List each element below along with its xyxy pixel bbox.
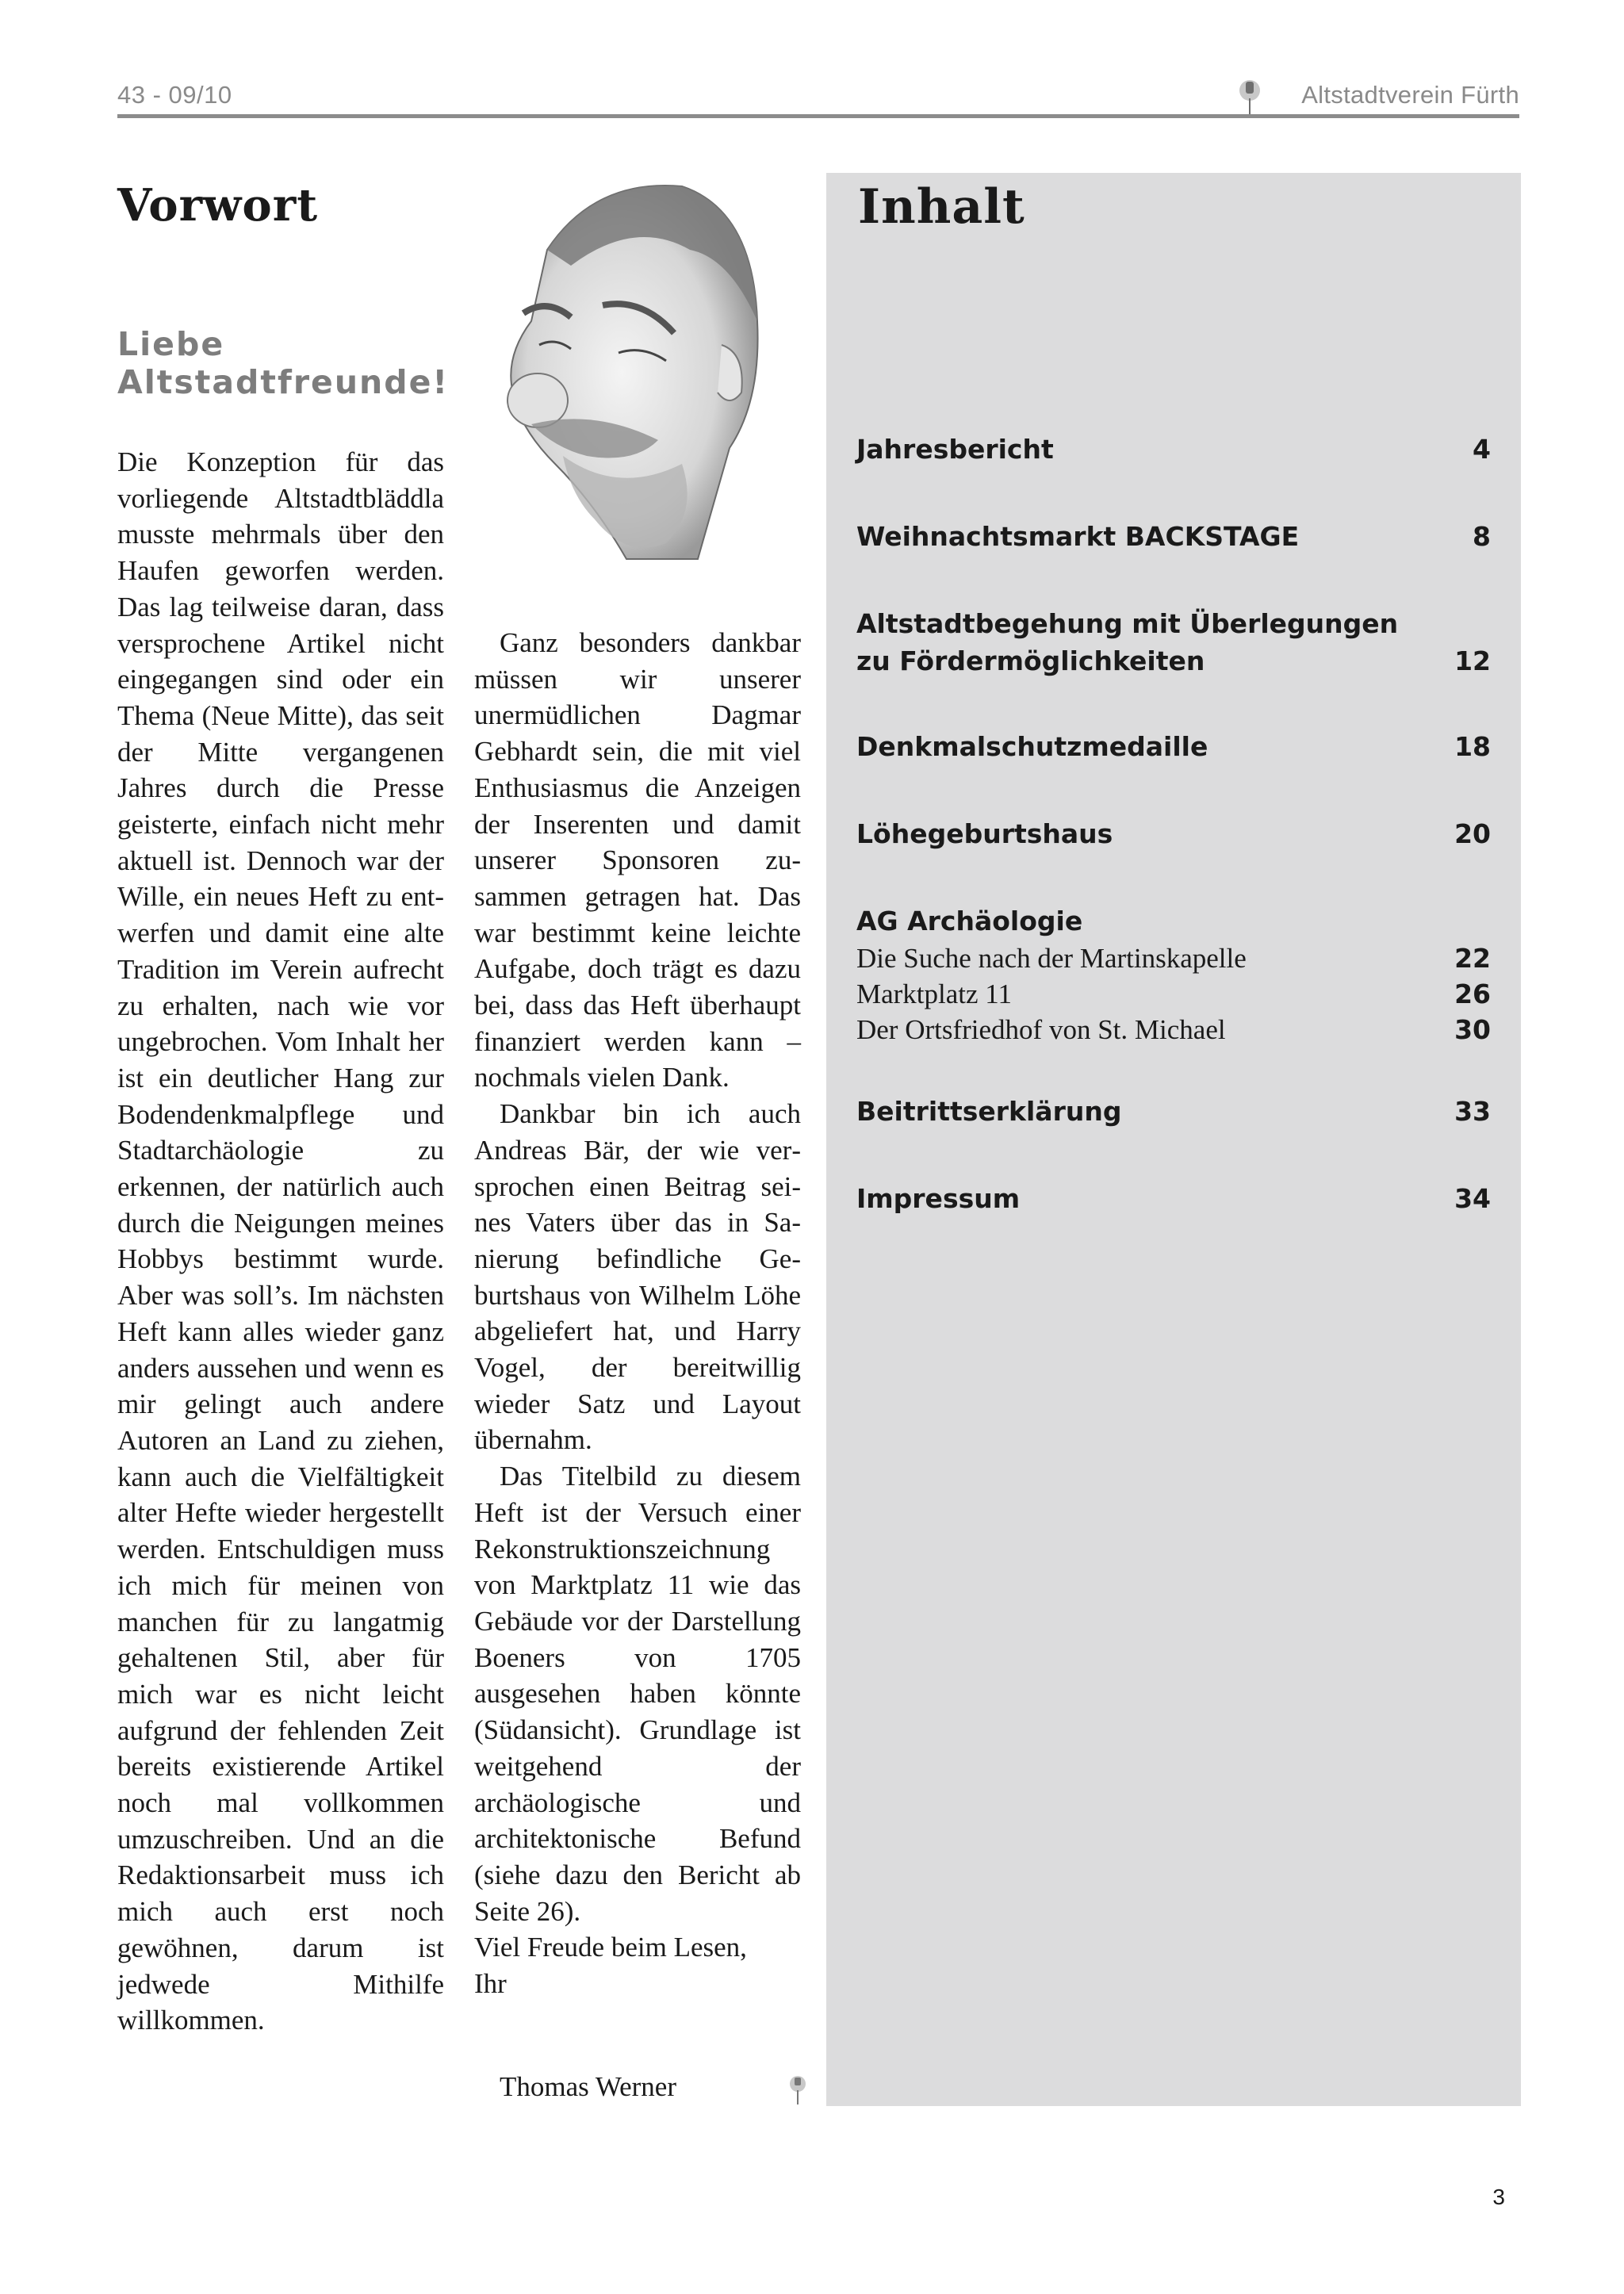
toc-entry-page: 18 xyxy=(1454,731,1491,762)
toc-entry-label: Löhegeburtshaus xyxy=(856,818,1113,849)
toc-group-heading: AG Archäologie xyxy=(856,906,1083,936)
toc-entry-label: Beitrittserklärung xyxy=(856,1096,1122,1127)
toc-entry-label: Altstadtbegehung mit Überlegungen zu Fördermöglichkeiten xyxy=(856,608,1399,676)
issue-number: 43 - 09/10 xyxy=(117,81,232,109)
toc-sub-entry[interactable] xyxy=(856,976,1491,1012)
toc-sub-entry-page: 22 xyxy=(1454,943,1491,974)
page-number: 3 xyxy=(1492,2185,1505,2209)
toc-sub-entry-label: Die Suche nach der Martinskapelle xyxy=(856,943,1247,974)
caricature-portrait-image xyxy=(476,163,817,575)
closing-line: Ihr xyxy=(474,1968,507,2000)
closing-line: Viel Freude beim Lesen, xyxy=(474,1932,747,1963)
foreword-paragraph: Dankbar bin ich auch Andreas Bär, der wie versprochen einen Beitrag seines Vaters über das in Sanierung befindliche Geburtshaus von Wilhelm Löhe abgeliefert hat, und Harry Vogel, der bereitwillig wieder Satz und Layout übernahm. xyxy=(474,1098,801,1456)
toc-entry[interactable] xyxy=(856,1180,1491,1217)
toc-entry[interactable] xyxy=(856,1093,1491,1130)
toc-sub-entry-label: Marktplatz 11 xyxy=(856,978,1013,1009)
toc-entry-page: 34 xyxy=(1454,1183,1491,1214)
greeting-line-2: Altstadtfreunde! xyxy=(117,363,450,401)
toc-sub-entry-page: 26 xyxy=(1454,978,1491,1009)
foreword-paragraph: Das Titelbild zu diesem Heft ist der Versuch einer Rekonstruktionszeichnung von Marktplatz 11 wie das Gebäude vor der Darstellung Boeners von 1705 ausgesehen haben könnte (Südansicht). Grundlage ist weitgehend der archäologische und architektonische Befund (siehe dazu den Bericht ab Seite 26). xyxy=(474,1461,801,1927)
toc-sub-entry[interactable] xyxy=(856,1012,1491,1047)
toc-entry[interactable] xyxy=(856,518,1491,555)
toc-sub-entry[interactable] xyxy=(856,940,1491,976)
toc-sub-entry-label: Der Ortsfriedhof von St. Michael xyxy=(856,1014,1226,1045)
toc-entry-label: Weihnachtsmarkt BACKSTAGE xyxy=(856,521,1300,552)
toc-entry[interactable] xyxy=(856,815,1491,852)
header-divider xyxy=(117,114,1519,118)
greeting-line-1: Liebe xyxy=(117,325,225,363)
toc-entry-page: 8 xyxy=(1473,521,1491,552)
toc-entry-label: Denkmalschutzmedaille xyxy=(856,731,1208,762)
toc-entry[interactable] xyxy=(856,431,1491,468)
foreword-paragraph: Die Konzeption für das vorliegende Altstadtbläddla musste mehrmals über den Haufen geworfen werden. Das lag teilweise daran, dass versprochene Artikel nicht eingegangen sind oder ein Thema (Neue Mitte), das seit der Mitte vergangenen Jahres durch die Presse geisterte, einfach nicht mehr aktuell ist. Dennoch war der Wille, ein neues Heft zu entwerfen und damit eine alte Tradition im Verein aufrecht zu erhalten, nach wie vor ungebrochen. Vom Inhalt her ist ein deutlicher Hang zur Bodendenkmalpflege und Stadtarchäologie zu erkennen, der natürlich auch durch die Neigungen meines Hobbys bestimmt wurde. Aber was soll’s. Im nächsten Heft kann alles wieder ganz anders aussehen und wenn es mir gelingt auch andere Autoren an Land zu ziehen, kann auch die Vielfältigkeit alter Hefte wieder hergestellt werden. Entschuldigen muss ich mich für meinen von manchen für zu langatmig gehaltenen Stil, aber für mich war es nicht leicht aufgrund der fehlenden Zeit bereits existierende Artikel noch mal vollkommen umzuschreiben. Und an die Redaktionsarbeit muss ich mich auch erst noch gewöhnen, darum ist jedwede Mithilfe willkommen. xyxy=(117,446,444,2036)
table-of-contents-panel xyxy=(826,173,1521,2106)
foreword-middle-column xyxy=(474,625,801,2002)
foreword-paragraph: Ganz besonders dankbar müssen wir unserer unermüdlichen Dagmar Gebhardt sein, die mit viel Enthusiasmus die Anzeigen der Inserenten und damit unserer Sponsoren zusammen getragen hat. Das war bestimmt keine leichte Aufgabe, doch trägt es dazu bei, dass das Heft überhaupt finanziert werden kann – nochmals vielen Dank. xyxy=(474,627,801,1093)
toc-title: Inhalt xyxy=(858,179,1025,235)
toc-entry[interactable] xyxy=(856,605,1491,680)
toc-entry-label: Jahresbericht xyxy=(856,434,1054,465)
lollipop-tree-logo-icon xyxy=(788,2074,807,2106)
toc-entry-label: Impressum xyxy=(856,1183,1021,1214)
foreword-greeting xyxy=(117,325,449,401)
toc-entry-page: 33 xyxy=(1454,1096,1491,1127)
signature-row xyxy=(474,2071,807,2111)
toc-entry-page: 4 xyxy=(1473,434,1491,465)
toc-sub-entry-page: 30 xyxy=(1454,1014,1491,1045)
author-signature: Thomas Werner xyxy=(500,2071,676,2102)
foreword-left-column xyxy=(117,444,444,2039)
lollipop-tree-logo-icon xyxy=(1238,78,1262,117)
page-header xyxy=(117,76,1519,116)
organization-name: Altstadtverein Fürth xyxy=(1301,81,1519,109)
foreword-title: Vorwort xyxy=(117,179,319,232)
toc-entry-page: 12 xyxy=(1454,645,1491,676)
toc-entry[interactable] xyxy=(856,728,1491,765)
toc-entry-page: 20 xyxy=(1454,818,1491,849)
